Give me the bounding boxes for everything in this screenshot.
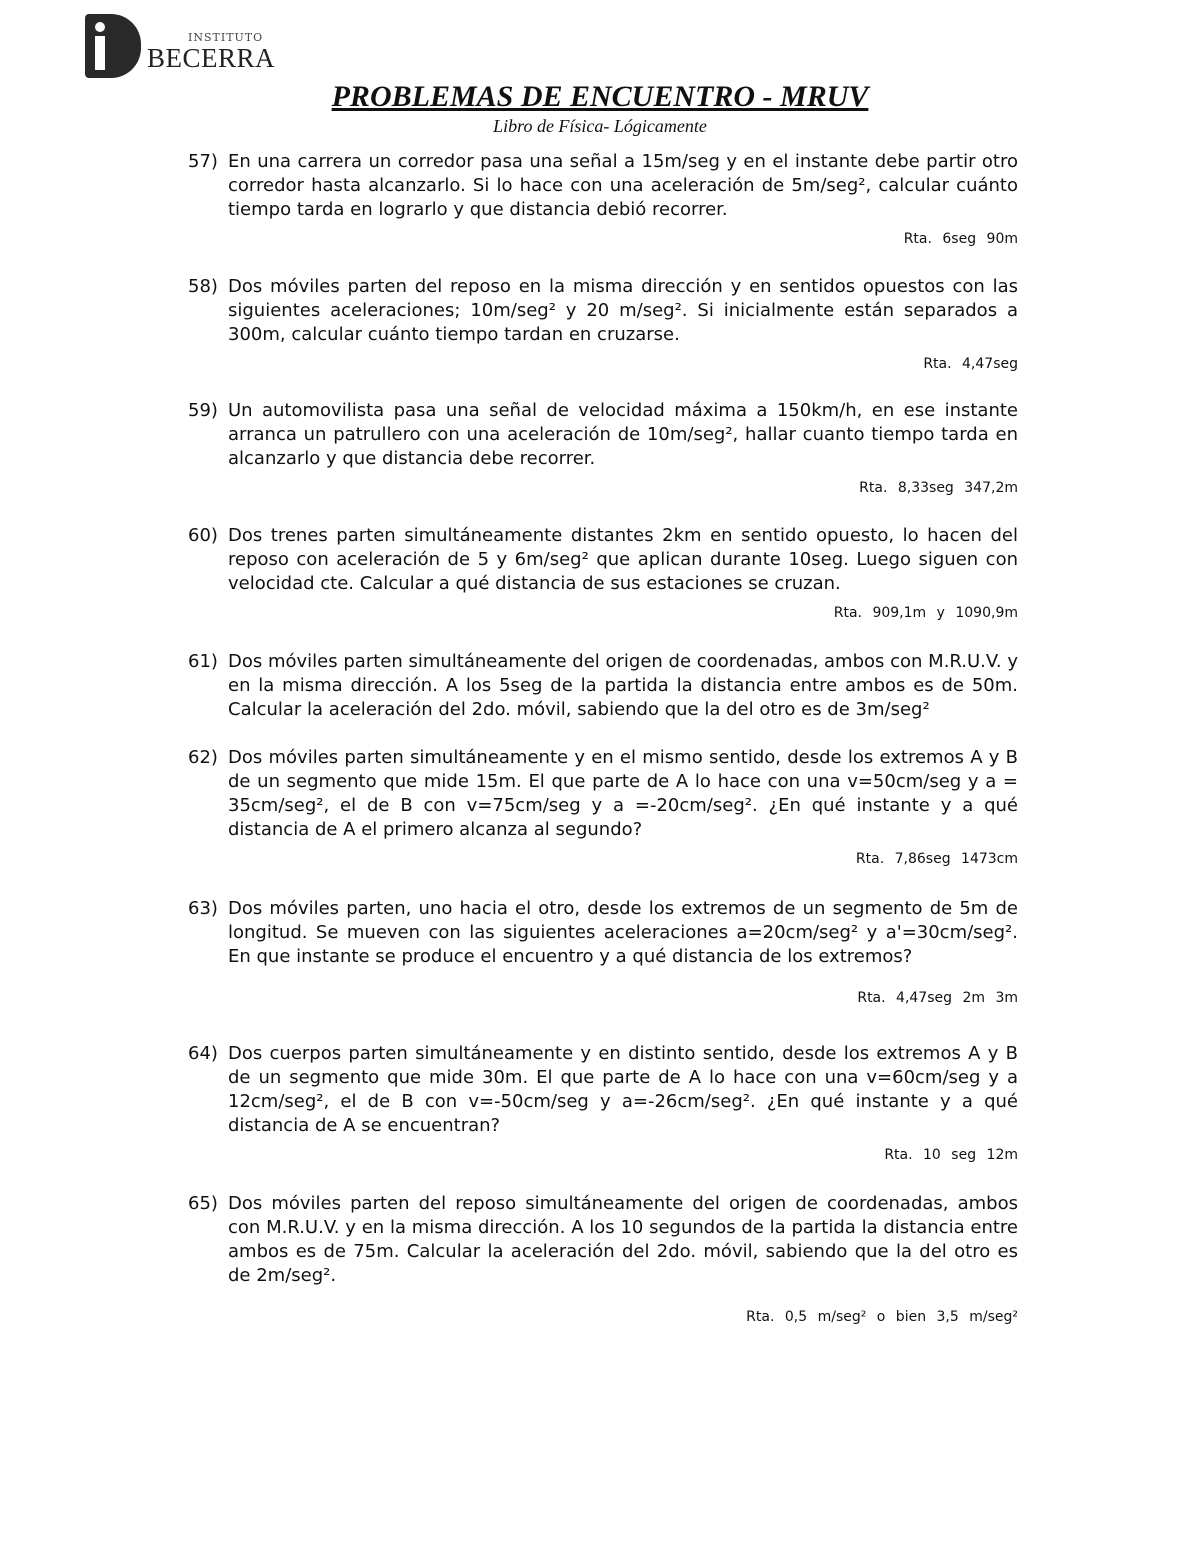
problem-text: Dos móviles parten del reposo simultáneamente del origen de coordenadas, ambos con M.R.U.V. y en la misma dirección. A los 10 segundos de la partida la distancia entre ambos es de 75m. Calcular la aceleración del 2do. móvil, sabiendo que la del otro es de 2m/seg².	[228, 1193, 1018, 1286]
problem-number: 58)	[188, 276, 218, 297]
problem-61	[188, 650, 1018, 722]
problem-text: Un automovilista pasa una señal de velocidad máxima a 150km/h, en ese instante arranca un patrullero con una aceleración de 10m/seg², hallar cuanto tiempo tarda en alcanzarlo y que distancia debe recorrer.	[228, 400, 1018, 469]
logo-mark-icon	[85, 14, 141, 78]
problem-number: 60)	[188, 525, 218, 546]
problem-text: Dos móviles parten simultáneamente del origen de coordenadas, ambos con M.R.U.V. y en la misma dirección. A los 5seg de la partida la distancia entre ambos es de 50m. Calcular la aceleración del 2do. móvil, sabiendo que la del otro es de 3m/seg²	[228, 651, 1018, 720]
problem-57	[188, 150, 1018, 248]
problem-number: 62)	[188, 747, 218, 768]
problem-answer: Rta. 7,86seg 1473cm	[855, 851, 1018, 867]
problem-65	[188, 1192, 1018, 1326]
problem-number: 59)	[188, 400, 218, 421]
problem-59	[188, 399, 1018, 497]
problem-answer: Rta. 909,1m y 1090,9m	[833, 605, 1018, 621]
problem-number: 63)	[188, 898, 218, 919]
problem-answer: Rta. 8,33seg 347,2m	[859, 480, 1018, 496]
problem-answer: Rta. 6seg 90m	[903, 231, 1018, 247]
problem-text: Dos cuerpos parten simultáneamente y en distinto sentido, desde los extremos A y B de un segmento que mide 30m. El que parte de A lo hace con una v=60cm/seg y a 12cm/seg², el de B con v=-50cm/seg y a=-26cm/seg². ¿En qué instante y a qué distancia de A se encuentran?	[228, 1043, 1018, 1136]
problem-58	[188, 275, 1018, 373]
problem-63	[188, 897, 1018, 1007]
page-title: PROBLEMAS DE ENCUENTRO - MRUV	[331, 80, 869, 113]
problem-number: 61)	[188, 651, 218, 672]
logo-subtitle: INSTITUTO	[188, 31, 264, 44]
page-subtitle: Libro de Física- Lógicamente	[493, 116, 707, 136]
institute-logo	[85, 14, 295, 78]
problem-answer: Rta. 0,5 m/seg² o bien 3,5 m/seg²	[746, 1309, 1018, 1325]
logo-name: BECERRA	[147, 43, 276, 73]
problem-62	[188, 746, 1018, 868]
problem-number: 64)	[188, 1043, 218, 1064]
problem-number: 57)	[188, 151, 218, 172]
problem-answer: Rta. 4,47seg	[923, 356, 1018, 372]
problem-60	[188, 524, 1018, 622]
problem-number: 65)	[188, 1193, 218, 1214]
problem-answer: Rta. 4,47seg 2m 3m	[857, 990, 1018, 1006]
problem-64	[188, 1042, 1018, 1164]
problem-text: Dos trenes parten simultáneamente distantes 2km en sentido opuesto, lo hacen del reposo con aceleración de 5 y 6m/seg² que aplican durante 10seg. Luego siguen con velocidad cte. Calcular a qué distancia de sus estaciones se cruzan.	[228, 525, 1018, 594]
problem-text: Dos móviles parten, uno hacia el otro, desde los extremos de un segmento de 5m de longitud. Se mueven con las siguientes aceleraciones a=20cm/seg² y a'=30cm/seg². En que instante se produce el encuentro y a qué distancia de los extremos?	[228, 898, 1018, 967]
problem-answer: Rta. 10 seg 12m	[884, 1147, 1018, 1163]
problem-text: En una carrera un corredor pasa una señal a 15m/seg y en el instante debe partir otro corredor hasta alcanzarlo. Si lo hace con una aceleración de 5m/seg², calcular cuánto tiempo tarda en lograrlo y que distancia debió recorrer.	[228, 151, 1018, 220]
problem-text: Dos móviles parten simultáneamente y en el mismo sentido, desde los extremos A y B de un segmento que mide 15m. El que parte de A lo hace con una v=50cm/seg y a = 35cm/seg², el de B con v=75cm/seg y a =-20cm/seg². ¿En qué instante y a qué distancia de A el primero alcanza al segundo?	[228, 747, 1018, 840]
problem-text: Dos móviles parten del reposo en la misma dirección y en sentidos opuestos con las siguientes aceleraciones; 10m/seg² y 20 m/seg². Si inicialmente están separados a 300m, calcular cuánto tiempo tardan en cruzarse.	[228, 276, 1018, 345]
